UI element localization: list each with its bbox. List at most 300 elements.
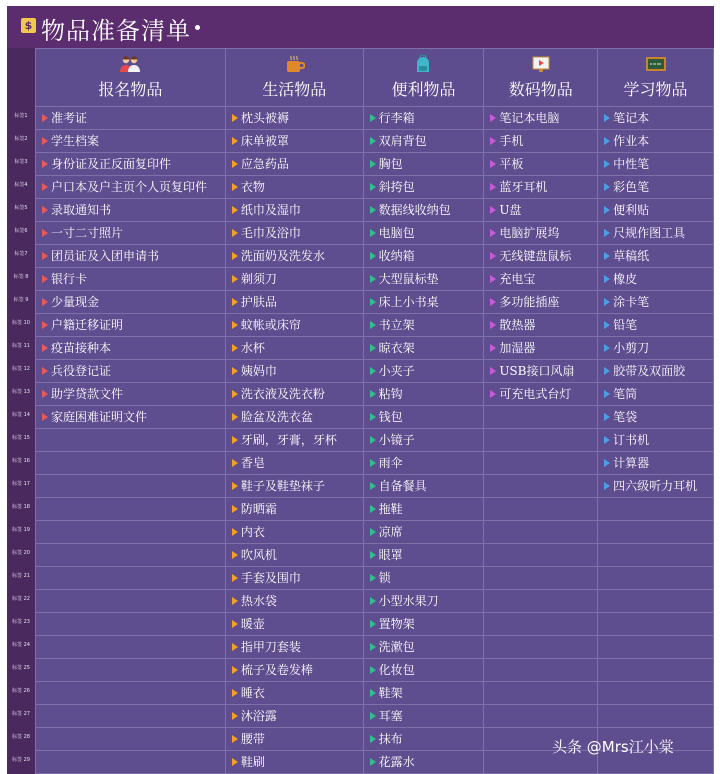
- row-label: 标签 17: [12, 481, 30, 487]
- bullet-triangle-icon: [232, 344, 238, 352]
- empty-cell: [598, 567, 714, 590]
- item-text: 香皂: [240, 456, 265, 470]
- table-row: [36, 199, 714, 222]
- item-text: 草稿纸: [613, 249, 650, 263]
- table-row: [36, 636, 714, 659]
- checklist-item: [225, 521, 363, 544]
- checklist-item: [36, 222, 226, 245]
- column-header-label: 学习物品: [623, 80, 688, 99]
- item-text: 牙刷，牙膏，牙杯: [240, 433, 337, 447]
- item-text: 户口本及户主页个人页复印件: [51, 180, 208, 194]
- item-text: 彩色笔: [613, 180, 650, 194]
- checklist-item: [363, 659, 484, 682]
- item-text: 小夹子: [378, 364, 415, 378]
- checklist-item: [363, 544, 484, 567]
- bullet-triangle-icon: [42, 321, 48, 329]
- checklist-item: [363, 567, 484, 590]
- item-text: 洗衣液及洗衣粉: [240, 387, 325, 401]
- bullet-triangle-icon: [232, 229, 238, 237]
- checklist-item: [36, 130, 226, 153]
- bullet-triangle-icon: [42, 275, 48, 283]
- item-text: 睡衣: [240, 686, 265, 700]
- row-label: 标签 10: [12, 320, 30, 326]
- checklist-item: [36, 337, 226, 360]
- bullet-triangle-icon: [370, 574, 376, 582]
- checklist-item: [36, 314, 226, 337]
- bullet-triangle-icon: [42, 160, 48, 168]
- item-text: 团员证及入团申请书: [51, 249, 160, 263]
- bullet-triangle-icon: [604, 436, 610, 444]
- empty-cell: [484, 705, 598, 728]
- checklist-item: [484, 153, 598, 176]
- empty-cell: [36, 567, 226, 590]
- bullet-triangle-icon: [604, 413, 610, 421]
- row-label: 标签6: [14, 228, 28, 234]
- bullet-triangle-icon: [232, 689, 238, 697]
- checklist-item: [598, 130, 714, 153]
- item-text: 橡皮: [613, 272, 638, 286]
- empty-cell: [484, 498, 598, 521]
- coffee-cup-icon: [283, 55, 305, 73]
- item-text: 准考证: [51, 111, 88, 125]
- item-text: 鞋架: [378, 686, 403, 700]
- item-text: 床上小书桌: [378, 295, 439, 309]
- bullet-triangle-icon: [490, 160, 496, 168]
- checklist-item: [363, 475, 484, 498]
- bullet-triangle-icon: [490, 344, 496, 352]
- table-row: [36, 245, 714, 268]
- checklist-item: [225, 567, 363, 590]
- checklist-item: [225, 682, 363, 705]
- checklist-item: [598, 429, 714, 452]
- title-bar: [7, 6, 714, 48]
- empty-cell: [484, 429, 598, 452]
- bullet-triangle-icon: [604, 229, 610, 237]
- bullet-triangle-icon: [370, 528, 376, 536]
- item-text: 录取通知书: [51, 203, 112, 217]
- table-row: [36, 682, 714, 705]
- empty-cell: [36, 751, 226, 774]
- checklist-item: [225, 705, 363, 728]
- item-text: 置物架: [378, 617, 415, 631]
- item-text: 枕头被褥: [240, 111, 289, 125]
- checklist-item: [363, 176, 484, 199]
- checklist-item: [36, 268, 226, 291]
- row-label: 标签 9: [13, 297, 29, 303]
- column-header: [598, 49, 714, 107]
- checklist-item: [484, 199, 598, 222]
- empty-cell: [36, 429, 226, 452]
- empty-cell: [598, 521, 714, 544]
- bullet-triangle-icon: [370, 298, 376, 306]
- checklist-item: [598, 337, 714, 360]
- row-label: 标签 8: [13, 274, 29, 280]
- item-text: 晾衣架: [378, 341, 415, 355]
- item-text: 计算器: [613, 456, 650, 470]
- row-label: 标签 15: [12, 435, 30, 441]
- table-row: [36, 222, 714, 245]
- checklist-item: [36, 383, 226, 406]
- bullet-triangle-icon: [604, 114, 610, 122]
- empty-cell: [484, 567, 598, 590]
- checklist-item: [484, 337, 598, 360]
- row-label: 标签4: [14, 182, 28, 188]
- empty-cell: [36, 705, 226, 728]
- checklist-item: [36, 153, 226, 176]
- item-text: 涂卡笔: [613, 295, 650, 309]
- checklist-item: [484, 222, 598, 245]
- item-text: 大型鼠标垫: [378, 272, 439, 286]
- checklist-item: [225, 245, 363, 268]
- item-text: 学生档案: [51, 134, 100, 148]
- bullet-triangle-icon: [490, 321, 496, 329]
- checklist-item: [225, 153, 363, 176]
- bullet-triangle-icon: [232, 183, 238, 191]
- empty-cell: [598, 613, 714, 636]
- checklist-item: [363, 521, 484, 544]
- checklist-item: [598, 452, 714, 475]
- checklist-item: [225, 314, 363, 337]
- empty-cell: [598, 544, 714, 567]
- checklist-item: [225, 176, 363, 199]
- checklist-item: [36, 176, 226, 199]
- empty-cell: [36, 521, 226, 544]
- empty-cell: [36, 590, 226, 613]
- item-text: 行李箱: [378, 111, 415, 125]
- empty-cell: [36, 728, 226, 751]
- item-text: 腰带: [240, 732, 265, 746]
- item-text: 暖壶: [240, 617, 265, 631]
- item-text: 双肩背包: [378, 134, 427, 148]
- checklist-item: [484, 245, 598, 268]
- checklist-item: [363, 314, 484, 337]
- bullet-triangle-icon: [232, 712, 238, 720]
- backpack-icon: [412, 55, 434, 73]
- bullet-triangle-icon: [232, 551, 238, 559]
- bullet-triangle-icon: [604, 298, 610, 306]
- column-header-label: 便利物品: [391, 80, 456, 99]
- checklist-item: [225, 130, 363, 153]
- empty-cell: [484, 636, 598, 659]
- checklist-item: [598, 291, 714, 314]
- checklist-item: [363, 728, 484, 751]
- column-header: [36, 49, 226, 107]
- item-text: 钱包: [378, 410, 403, 424]
- people-icon: [119, 55, 141, 73]
- bullet-triangle-icon: [42, 298, 48, 306]
- table-row: [36, 360, 714, 383]
- item-text: 电脑扩展坞: [499, 226, 560, 240]
- item-text: 笔记本: [613, 111, 650, 125]
- header-row: [36, 49, 714, 107]
- item-text: 疫苗接种本: [51, 341, 112, 355]
- empty-cell: [484, 613, 598, 636]
- bullet-triangle-icon: [232, 367, 238, 375]
- item-text: 手机: [499, 134, 524, 148]
- checklist-item: [363, 751, 484, 774]
- item-text: 纸巾及湿巾: [240, 203, 301, 217]
- item-text: 无线键盘鼠标: [499, 249, 572, 263]
- bullet-triangle-icon: [370, 321, 376, 329]
- row-label: 标签 27: [12, 711, 30, 717]
- bullet-triangle-icon: [490, 275, 496, 283]
- bullet-triangle-icon: [42, 229, 48, 237]
- row-label: 标签 24: [12, 642, 30, 648]
- bullet-triangle-icon: [232, 574, 238, 582]
- checklist-item: [36, 291, 226, 314]
- table-row: [36, 498, 714, 521]
- item-text: 订书机: [613, 433, 650, 447]
- bullet-triangle-icon: [232, 275, 238, 283]
- row-label: 标签 23: [12, 619, 30, 625]
- bullet-triangle-icon: [232, 252, 238, 260]
- bullet-triangle-icon: [370, 114, 376, 122]
- item-text: 作业本: [613, 134, 650, 148]
- item-text: 笔袋: [613, 410, 638, 424]
- checklist-item: [225, 406, 363, 429]
- item-text: 多功能插座: [499, 295, 560, 309]
- bullet-triangle-icon: [232, 160, 238, 168]
- empty-cell: [598, 682, 714, 705]
- bullet-triangle-icon: [604, 160, 610, 168]
- item-text: 毛巾及浴巾: [240, 226, 301, 240]
- item-text: 吹风机: [240, 548, 277, 562]
- checklist-item: [484, 291, 598, 314]
- bullet-triangle-icon: [370, 367, 376, 375]
- bullet-triangle-icon: [370, 183, 376, 191]
- column-header: [225, 49, 363, 107]
- bullet-triangle-icon: [370, 436, 376, 444]
- item-text: 剃须刀: [240, 272, 277, 286]
- empty-cell: [484, 659, 598, 682]
- checklist-sheet: [7, 6, 714, 774]
- empty-cell: [36, 636, 226, 659]
- table-row: [36, 406, 714, 429]
- column-header: [363, 49, 484, 107]
- bullet-triangle-icon: [370, 344, 376, 352]
- bullet-triangle-icon: [370, 620, 376, 628]
- bullet-triangle-icon: [370, 689, 376, 697]
- bullet-triangle-icon: [232, 137, 238, 145]
- bullet-triangle-icon: [604, 367, 610, 375]
- checklist-item: [363, 291, 484, 314]
- item-text: 银行卡: [51, 272, 88, 286]
- checklist-item: [363, 613, 484, 636]
- item-text: 小型水果刀: [378, 594, 439, 608]
- bullet-triangle-icon: [370, 160, 376, 168]
- bullet-triangle-icon: [232, 413, 238, 421]
- item-text: 小镜子: [378, 433, 415, 447]
- bullet-triangle-icon: [604, 459, 610, 467]
- bullet-triangle-icon: [604, 321, 610, 329]
- table-row: [36, 567, 714, 590]
- row-label: 标签 29: [12, 757, 30, 763]
- row-label: 标签 14: [12, 412, 30, 418]
- checklist-item: [363, 360, 484, 383]
- item-text: 铅笔: [613, 318, 638, 332]
- item-text: 自备餐具: [378, 479, 427, 493]
- bullet-triangle-icon: [42, 344, 48, 352]
- bullet-triangle-icon: [232, 758, 238, 766]
- item-text: 一寸二寸照片: [51, 226, 124, 240]
- item-text: 收纳箱: [378, 249, 415, 263]
- item-text: 四六级听力耳机: [613, 479, 698, 493]
- bullet-triangle-icon: [604, 206, 610, 214]
- checklist-item: [363, 337, 484, 360]
- row-label: 标签5: [14, 205, 28, 211]
- checklist-item: [36, 406, 226, 429]
- checklist-item: [363, 153, 484, 176]
- item-text: U盘: [499, 203, 522, 217]
- checklist-item: [598, 199, 714, 222]
- bullet-triangle-icon: [370, 666, 376, 674]
- row-label: 标签1: [14, 113, 28, 119]
- item-text: 洗漱包: [378, 640, 415, 654]
- bullet-triangle-icon: [42, 206, 48, 214]
- item-text: 沐浴露: [240, 709, 277, 723]
- checklist-item: [36, 360, 226, 383]
- checklist-item: [363, 222, 484, 245]
- item-text: 耳塞: [378, 709, 403, 723]
- checklist-item: [363, 383, 484, 406]
- row-label: 标签 11: [12, 343, 30, 349]
- item-text: 内衣: [240, 525, 265, 539]
- row-label: 标签 21: [12, 573, 30, 579]
- checklist-item: [225, 360, 363, 383]
- bullet-triangle-icon: [42, 413, 48, 421]
- bullet-triangle-icon: [604, 390, 610, 398]
- checklist-item: [225, 475, 363, 498]
- item-text: 热水袋: [240, 594, 277, 608]
- row-label-column: [7, 48, 35, 774]
- item-text: 加湿器: [499, 341, 536, 355]
- page-title: 物品准备清单: [41, 17, 191, 45]
- item-text: 雨伞: [378, 456, 403, 470]
- item-text: 水杯: [240, 341, 265, 355]
- blackboard-icon: [645, 55, 667, 73]
- checklist-item: [484, 107, 598, 130]
- item-text: 书立架: [378, 318, 415, 332]
- bullet-triangle-icon: [232, 597, 238, 605]
- bullet-triangle-icon: [232, 505, 238, 513]
- table-row: [36, 590, 714, 613]
- empty-cell: [36, 682, 226, 705]
- watermark: 头条 @Mrs江小棠: [552, 738, 674, 756]
- bullet-triangle-icon: [232, 390, 238, 398]
- decoration-dot: [195, 25, 200, 30]
- checklist-item: [225, 636, 363, 659]
- checklist-item: [484, 130, 598, 153]
- checklist-item: [363, 636, 484, 659]
- item-text: 尺规作图工具: [613, 226, 686, 240]
- item-text: 平板: [499, 157, 524, 171]
- checklist-item: [484, 383, 598, 406]
- checklist-item: [225, 751, 363, 774]
- bullet-triangle-icon: [370, 413, 376, 421]
- bullet-triangle-icon: [232, 735, 238, 743]
- checklist-item: [363, 199, 484, 222]
- checklist-item: [598, 314, 714, 337]
- item-text: 数据线收纳包: [378, 203, 451, 217]
- bullet-triangle-icon: [370, 758, 376, 766]
- bullet-triangle-icon: [232, 206, 238, 214]
- checklist-item: [598, 475, 714, 498]
- item-text: 胶带及双面胶: [613, 364, 686, 378]
- bullet-triangle-icon: [370, 551, 376, 559]
- checklist-item: [225, 452, 363, 475]
- bullet-triangle-icon: [42, 137, 48, 145]
- bullet-triangle-icon: [370, 505, 376, 513]
- table-row: [36, 153, 714, 176]
- checklist-item: [225, 199, 363, 222]
- bullet-triangle-icon: [604, 482, 610, 490]
- row-label: 标签 19: [12, 527, 30, 533]
- bullet-triangle-icon: [370, 275, 376, 283]
- bullet-triangle-icon: [232, 298, 238, 306]
- checklist-item: [36, 107, 226, 130]
- checklist-item: [363, 590, 484, 613]
- bullet-triangle-icon: [370, 390, 376, 398]
- bullet-triangle-icon: [370, 206, 376, 214]
- item-text: 床单被罩: [240, 134, 289, 148]
- bullet-triangle-icon: [370, 459, 376, 467]
- item-text: 粘钩: [378, 387, 403, 401]
- table-row: [36, 613, 714, 636]
- bullet-triangle-icon: [232, 321, 238, 329]
- checklist-item: [363, 406, 484, 429]
- item-text: 胸包: [378, 157, 403, 171]
- item-text: 户籍迁移证明: [51, 318, 124, 332]
- row-label: 标签 12: [12, 366, 30, 372]
- item-text: 斜挎包: [378, 180, 415, 194]
- item-text: 防晒霜: [240, 502, 277, 516]
- table-row: [36, 130, 714, 153]
- checklist-item: [363, 682, 484, 705]
- checklist-item: [225, 107, 363, 130]
- empty-cell: [484, 452, 598, 475]
- bullet-triangle-icon: [604, 275, 610, 283]
- bullet-triangle-icon: [370, 252, 376, 260]
- bullet-triangle-icon: [370, 735, 376, 743]
- checklist-item: [598, 245, 714, 268]
- checklist-item: [225, 291, 363, 314]
- item-text: 凉席: [378, 525, 403, 539]
- item-text: 家庭困难证明文件: [51, 410, 148, 424]
- checklist-item: [225, 498, 363, 521]
- bullet-triangle-icon: [232, 643, 238, 651]
- item-text: 护肤品: [240, 295, 277, 309]
- bullet-triangle-icon: [42, 114, 48, 122]
- row-label: 标签2: [14, 136, 28, 142]
- bullet-triangle-icon: [232, 666, 238, 674]
- empty-cell: [484, 475, 598, 498]
- checklist-item: [225, 728, 363, 751]
- play-screen-icon: [530, 55, 552, 73]
- bullet-triangle-icon: [370, 229, 376, 237]
- item-text: 脸盆及洗衣盆: [240, 410, 313, 424]
- item-text: 兵役登记证: [51, 364, 112, 378]
- table-row: [36, 268, 714, 291]
- checklist-item: [225, 590, 363, 613]
- row-label: 标签 16: [12, 458, 30, 464]
- checklist-item: [225, 659, 363, 682]
- empty-cell: [598, 659, 714, 682]
- row-label: 标签 20: [12, 550, 30, 556]
- bullet-triangle-icon: [42, 252, 48, 260]
- item-text: 少量现金: [51, 295, 100, 309]
- empty-cell: [598, 498, 714, 521]
- checklist-item: [484, 314, 598, 337]
